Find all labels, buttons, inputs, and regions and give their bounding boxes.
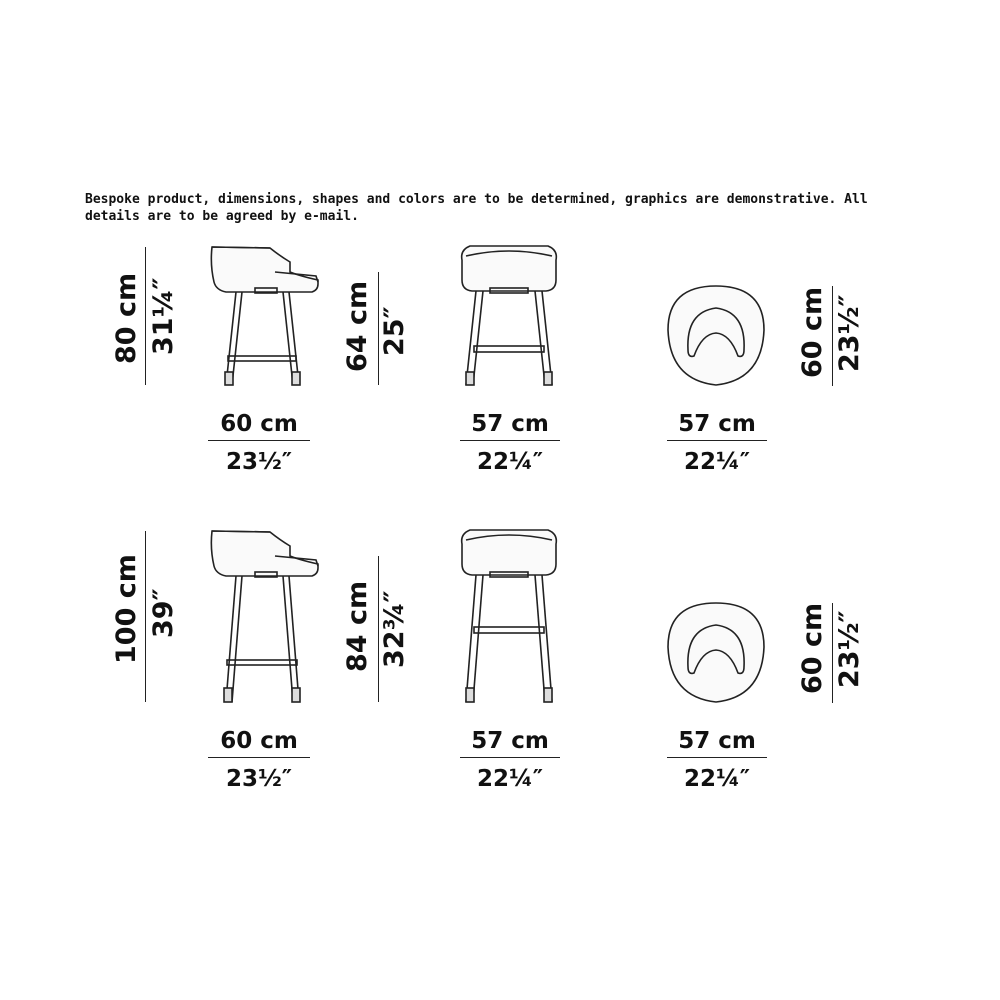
disclaimer-note: Bespoke product, dimensions, shapes and colors are to be determined, graphics are demonstrative. All details are to be agreed by e-mail.	[85, 192, 868, 224]
row2-front-width-in: 22¼″	[476, 766, 544, 792]
row1-top-width-in: 22¼″	[683, 449, 751, 475]
row2-side-height-cm: 100 cm	[111, 554, 142, 664]
row1-top-depth-cm: 60 cm	[797, 286, 828, 378]
row1-top-view-stool	[668, 286, 764, 385]
row1-side-height-cm: 80 cm	[111, 272, 142, 364]
row2-top-depth-in: 23½″	[834, 610, 865, 688]
row1-side-width-line	[208, 440, 310, 441]
row2-top-depth-line	[832, 603, 833, 703]
row1-side-width-in: 23½″	[225, 449, 293, 475]
row2-side-height-in: 39″	[148, 588, 179, 638]
row1-side-height-line	[145, 247, 146, 385]
row2-side-width-cm: 60 cm	[220, 728, 298, 754]
row1-top-depth-line	[832, 286, 833, 386]
row1-front-height-in: 25″	[379, 306, 410, 356]
row1-top-width-cm: 57 cm	[678, 411, 756, 437]
row1-side-height-in: 31¼″	[148, 277, 179, 355]
row2-top-view-stool	[668, 603, 764, 702]
row1-top-width-line	[667, 440, 767, 441]
row2-front-view-stool	[462, 530, 557, 702]
row1-front-view-stool	[462, 246, 557, 385]
row2-side-width-line	[208, 757, 310, 758]
row2-top-width-in: 22¼″	[683, 766, 751, 792]
row1-front-width-cm: 57 cm	[471, 411, 549, 437]
row2-front-height-in: 32¾″	[379, 590, 410, 668]
row2-side-view-stool	[211, 531, 318, 702]
row2-side-width-in: 23½″	[225, 766, 293, 792]
row1-front-width-in: 22¼″	[476, 449, 544, 475]
row2-top-depth-cm: 60 cm	[797, 602, 828, 694]
row1-front-width-line	[460, 440, 560, 441]
row2-front-width-line	[460, 757, 560, 758]
row1-front-height-cm: 64 cm	[342, 280, 373, 372]
row2-side-height-line	[145, 531, 146, 702]
row1-side-view-stool	[211, 247, 318, 385]
row1-side-width-cm: 60 cm	[220, 411, 298, 437]
row1-top-depth-in: 23½″	[834, 294, 865, 372]
row2-front-width-cm: 57 cm	[471, 728, 549, 754]
row2-top-width-line	[667, 757, 767, 758]
row2-front-height-cm: 84 cm	[342, 580, 373, 672]
row2-top-width-cm: 57 cm	[678, 728, 756, 754]
